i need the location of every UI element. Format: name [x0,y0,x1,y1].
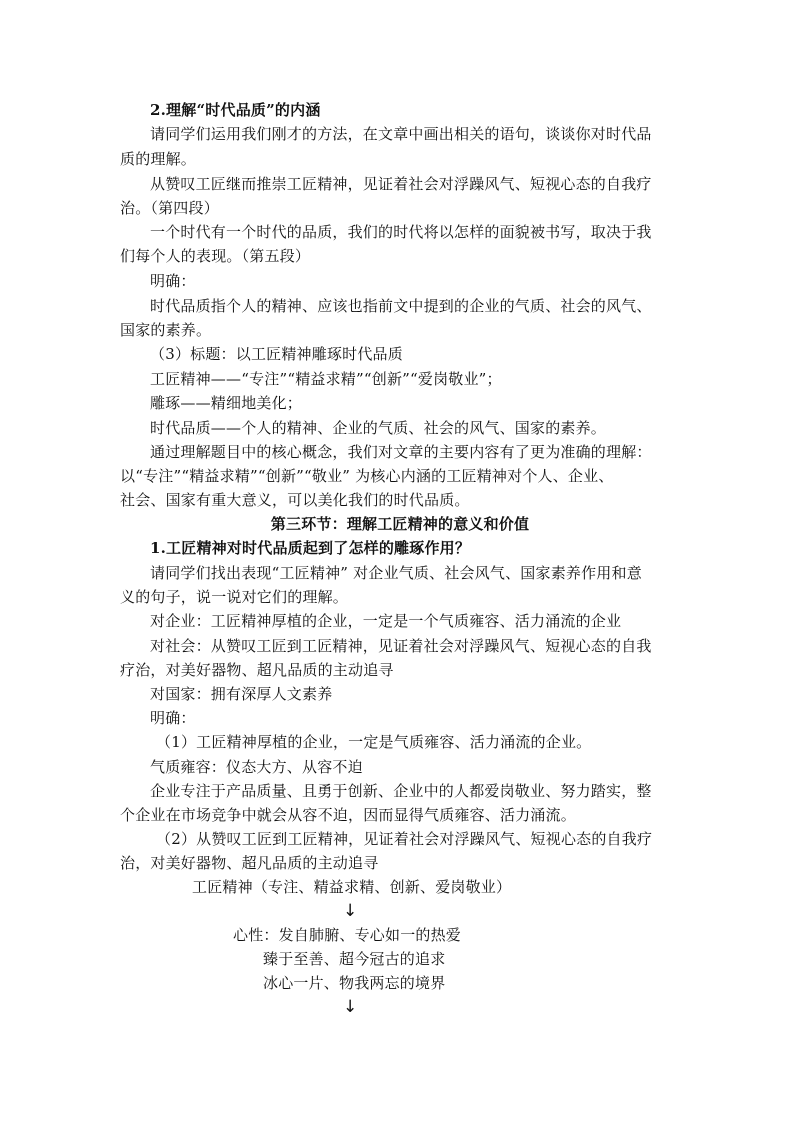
paragraph-line: 一个时代有一个时代的品质，我们的时代将以怎样的面貌被书写，取决于我 [150,223,652,241]
item-2-cont: 治，对美好器物、超凡品质的主动追寻 [120,854,379,872]
paragraph-line: 个企业在市场竞争中就会从容不迫，因而显得气质雍容、活力涌流。 [120,806,577,824]
for-society: 对社会：从赞叹工匠到工匠精神，见证着社会对浮躁风气、短视心态的自我 [150,637,652,655]
definition-craftsman-spirit: 工匠精神——“专注”“精益求精”“创新”“爱岗敬业”； [150,370,502,388]
item-1: （1）工匠精神厚植的企业，一定是气质雍容、活力涌流的企业。 [156,733,592,751]
diagram-top-box: 工匠精神（专注、精益求精、创新、爱岗敬业） [192,878,512,896]
paragraph-line: 社会、国家有重大意义，可以美化我们的时代品质。 [120,491,470,509]
paragraph-line: 通过理解题目中的核心概念，我们对文章的主要内容有了更为准确的理解： [150,443,652,461]
for-nation: 对国家：拥有深厚人文素养 [150,685,333,703]
title-item: （3）标题：以工匠精神雕琢时代品质 [150,345,403,363]
heading-carving-effect: 1.工匠精神对时代品质起到了怎样的雕琢作用？ [150,539,471,557]
diagram-mind-line-3: 冰心一片、物我两忘的境界 [263,974,446,992]
paragraph-line: 企业专注于产品质量、且勇于创新、企业中的人都爱岗敬业、努力踏实，整 [150,782,652,800]
paragraph-line: 们每个人的表现。（第五段） [120,247,311,265]
paragraph-line: 质的理解。 [120,150,197,168]
definition-time-quality: 时代品质——个人的精神、企业的气质、社会的风气、国家的素养。 [150,419,607,437]
paragraph-line: 国家的素养。 [120,321,212,339]
item-2: （2）从赞叹工匠到工匠精神，见证着社会对浮躁风气、短视心态的自我疗 [156,830,653,848]
paragraph-line: 从赞叹工匠继而推崇工匠精神，见证着社会对浮躁风气、短视心态的自我疗 [150,175,652,193]
diagram-mind-line-1: 心性：发自肺腑、专心如一的热爱 [233,926,462,944]
clarify-label: 明确： [150,709,196,727]
for-enterprise: 对企业：工匠精神厚植的企业，一定是一个气质雍容、活力涌流的企业 [150,612,622,630]
diagram-mind-line-2: 臻于至善、超今冠古的追求 [263,950,446,968]
paragraph-line: 请同学们运用我们刚才的方法，在文章中画出相关的语句，谈谈你对时代品 [150,125,652,143]
item-1-definition: 气质雍容：仪态大方、从容不迫 [150,758,363,776]
paragraph-line: 治。（第四段） [120,199,219,217]
paragraph-line: 请同学们找出表现“工匠精神” 对企业气质、社会风气、国家素养作用和意 [150,564,642,582]
down-arrow-icon: ↓ [343,901,358,921]
heading-time-quality: 2.理解“时代品质”的内涵 [150,101,321,119]
definition-carve: 雕琢——精细地美化； [150,394,303,412]
section-title: 第三环节：理解工匠精神的意义和价值 [270,515,530,533]
for-society-cont: 疗治，对美好器物、超凡品质的主动追寻 [120,661,394,679]
paragraph-line: 义的句子，说一说对它们的理解。 [120,588,349,606]
paragraph-line: 以“专注”“精益求精”“创新”“敬业” 为核心内涵的工匠精神对个人、企业、 [120,467,614,485]
clarify-label: 明确： [150,272,196,290]
down-arrow-icon: ↓ [343,997,358,1017]
paragraph-line: 时代品质指个人的精神、应该也指前文中提到的企业的气质、社会的风气、 [150,297,652,315]
